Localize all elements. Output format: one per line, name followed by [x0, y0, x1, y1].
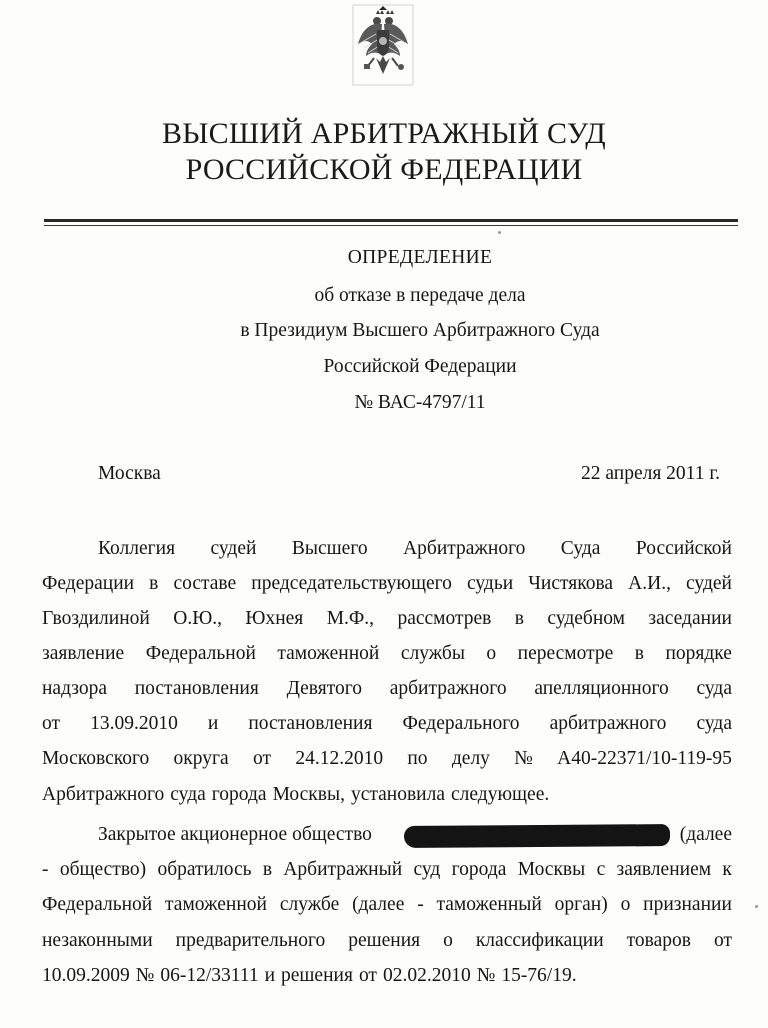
word: классификации — [475, 930, 604, 951]
word: Федерального — [402, 713, 520, 734]
paragraph-1-line-1 — [98, 537, 732, 561]
paragraph-2-line-5 — [42, 964, 732, 988]
word: решения — [348, 930, 421, 951]
word: таможенной — [277, 643, 380, 664]
word: надзора — [42, 678, 107, 699]
word: Федерации — [42, 573, 135, 594]
word: Российской — [635, 538, 732, 559]
word: от — [252, 748, 271, 769]
word: - — [417, 894, 424, 915]
paragraph-2-line-4 — [42, 929, 732, 953]
word: суда — [170, 784, 206, 805]
word: Московского — [42, 748, 150, 769]
document-subtitle-1: об отказе в передаче дела — [314, 285, 526, 306]
paragraph-1-line-4 — [42, 642, 732, 666]
word: порядке — [665, 643, 732, 664]
word: Арбитражного — [42, 784, 165, 805]
word: постановления — [248, 713, 373, 734]
word: Девятого — [286, 678, 362, 699]
word: Коллегия — [98, 538, 176, 559]
document-type: ОПРЕДЕЛЕНИЕ — [347, 247, 493, 268]
word: судьи — [466, 573, 514, 594]
word: заявление — [42, 643, 125, 664]
paragraph-2-line-3 — [42, 893, 732, 917]
word: заседании — [648, 608, 732, 629]
word: города — [211, 784, 267, 805]
word: в — [149, 573, 159, 594]
word: признании — [643, 894, 732, 915]
document-date: 22 апреля 2011 г. — [580, 463, 720, 484]
paragraph-2-line-1-end: (далее — [679, 824, 732, 845]
word: предварительного — [175, 930, 326, 951]
word: суда — [696, 713, 732, 734]
paragraph-1-line-8 — [42, 783, 732, 807]
word: товаров — [626, 930, 691, 951]
document-subtitle-3: Российской Федерации — [323, 356, 517, 377]
word: службы — [400, 643, 465, 664]
word: 10.09.2009 — [42, 965, 130, 986]
word: от — [713, 930, 732, 951]
scan-speck — [755, 905, 758, 908]
word: постановления — [134, 678, 259, 699]
word: от — [42, 713, 61, 734]
paragraph-1-line-2 — [42, 572, 732, 596]
header-divider-thick — [44, 219, 738, 222]
word: от — [358, 965, 377, 986]
word: 24.12.2010 — [295, 748, 384, 769]
word: А40-22371/10-119-95 — [557, 748, 732, 769]
word: следующее. — [451, 784, 550, 805]
word: 02.02.2010 — [382, 965, 471, 986]
word: в — [514, 608, 525, 629]
word: 06-12/33111 — [160, 965, 259, 986]
word: Арбитражного — [403, 538, 526, 559]
word: председательствующего — [251, 573, 452, 594]
redaction-bar — [404, 824, 670, 848]
word: в — [634, 643, 644, 664]
word: судебном — [547, 608, 625, 629]
word: в — [262, 859, 273, 880]
word: суд — [413, 859, 441, 880]
word: № — [135, 965, 155, 986]
word: Гвоздилиной — [42, 608, 150, 629]
word: Суда — [560, 538, 601, 559]
word: города — [451, 859, 507, 880]
header-divider-thin — [44, 225, 738, 226]
word: орган) — [554, 894, 608, 915]
word: А.И., — [628, 573, 671, 594]
word: М.Ф., — [326, 608, 375, 629]
word: Федеральной — [42, 894, 153, 915]
double-headed-eagle-icon — [352, 4, 414, 86]
word: апелляционного — [534, 678, 669, 699]
word: № — [514, 748, 533, 769]
word: о — [443, 930, 453, 951]
word: № — [476, 965, 496, 986]
word: Москвы — [517, 859, 586, 880]
document-city: Москва — [98, 463, 161, 484]
paragraph-1-line-5 — [42, 677, 732, 701]
court-name-line-2: РОССИЙСКОЙ ФЕДЕРАЦИИ — [185, 153, 583, 186]
word: арбитражного — [389, 678, 507, 699]
document-number: № ВАС-4797/11 — [354, 392, 486, 413]
word: службе — [279, 894, 340, 915]
word: рассмотрев — [397, 608, 492, 629]
word: о — [486, 643, 497, 664]
word: Чистякова — [528, 573, 614, 594]
paragraph-2-line-1-start: Закрытое акционерное общество — [98, 824, 372, 845]
word: - — [42, 859, 49, 880]
word: незаконными — [42, 930, 153, 951]
word: (далее — [352, 894, 405, 915]
word: решения — [281, 965, 353, 986]
word: и — [264, 965, 276, 986]
paragraph-1-line-7 — [42, 747, 732, 771]
word: Федеральной — [145, 643, 256, 664]
word: 15-76/19. — [501, 965, 577, 986]
word: таможенный — [436, 894, 542, 915]
word: О.Ю., — [173, 608, 223, 629]
word: составе — [173, 573, 237, 594]
word: делу — [451, 748, 490, 769]
word: обратилось — [157, 859, 252, 880]
word: и — [207, 713, 219, 734]
word: Юхнея — [245, 608, 304, 629]
word: Москвы, — [272, 784, 345, 805]
word: установила — [350, 784, 446, 805]
word: Арбитражный — [283, 859, 403, 880]
word: 13.09.2010 — [90, 713, 178, 734]
word: к — [722, 859, 732, 880]
word: о — [620, 894, 631, 915]
word: пересмотре — [517, 643, 614, 664]
word: общество) — [59, 859, 147, 880]
word: округа — [173, 748, 229, 769]
paragraph-1-line-6 — [42, 712, 732, 736]
word: судей — [686, 573, 732, 594]
word: с — [596, 859, 606, 880]
court-name-line-1: ВЫСШИЙ АРБИТРАЖНЫЙ СУД — [162, 117, 606, 150]
word: Высшего — [291, 538, 368, 559]
word: таможенной — [165, 894, 267, 915]
state-emblem — [352, 4, 414, 86]
word: арбитражного — [549, 713, 667, 734]
document-subtitle-2: в Президиум Высшего Арбитражного Суда — [240, 320, 600, 341]
word: судей — [210, 538, 257, 559]
word: по — [407, 748, 428, 769]
word: заявлением — [616, 859, 712, 880]
scan-speck — [498, 231, 501, 234]
paragraph-1-line-3 — [42, 607, 732, 631]
word: суда — [696, 678, 732, 699]
paragraph-2-line-2 — [42, 858, 732, 882]
